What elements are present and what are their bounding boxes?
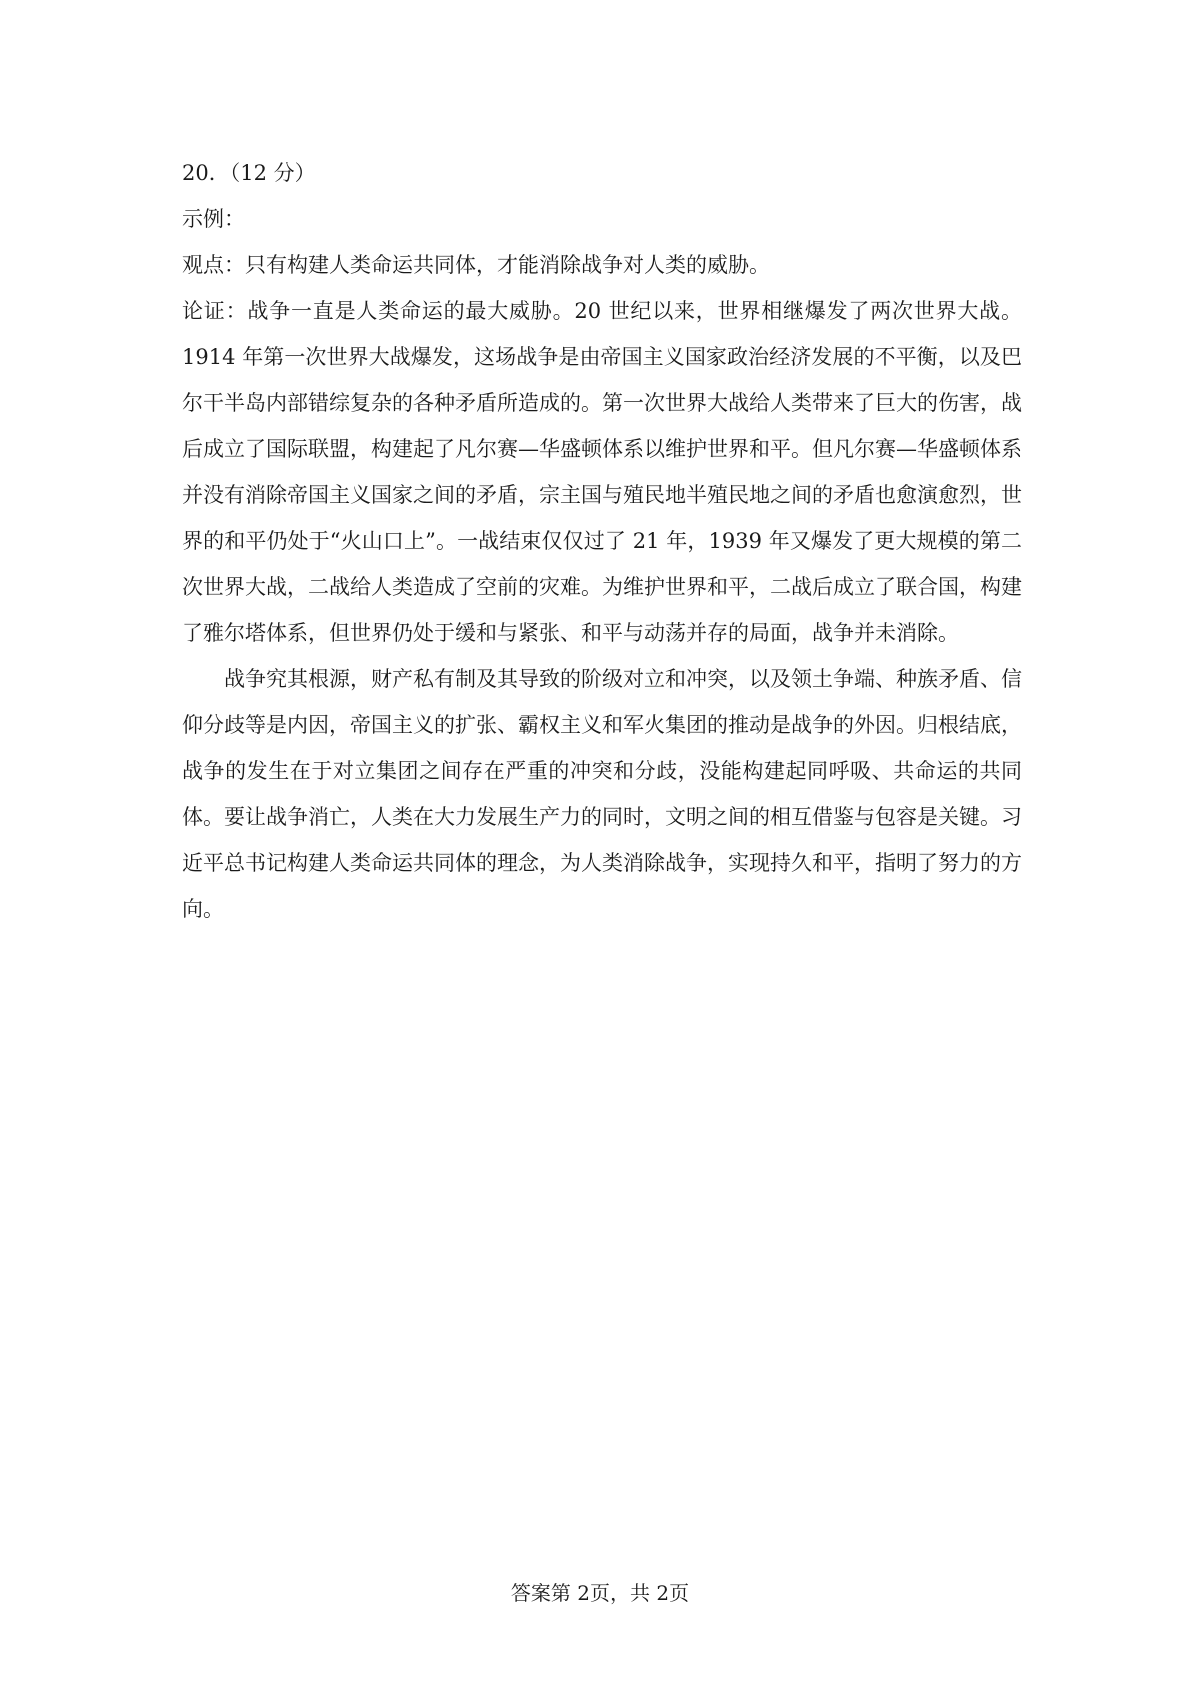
viewpoint-text: 观点：只有构建人类命运共同体，才能消除战争对人类的威胁。 — [182, 253, 770, 277]
argument-paragraph-1: 论证：战争一直是人类命运的最大威胁。20 世纪以来，世界相继爆发了两次世界大战。1914 年第一次世界大战爆发，这场战争是由帝国主义国家政治经济发展的不平衡，以及巴尔干半岛内部错综复杂的各种矛盾所造成的。第一次世界大战给人类带来了巨大的伤害，战后成立了国际联盟，构建起了凡尔赛—华盛顿体系以维护世界和平。但凡尔赛—华盛顿体系并没有消除帝国主义国家之间的矛盾，宗主国与殖民地半殖民地之间的矛盾也愈演愈烈，世界的和平仍处于“火山口上”。一战结束仅仅过了 21 年，1939 年又爆发了更大规模的第二次世界大战，二战给人类造成了空前的灾难。为维护世界和平，二战后成立了联合国，构建了雅尔塔体系，但世界仍处于缓和与紧张、和平与动荡并存的局面，战争并未消除。 — [182, 299, 1022, 645]
question-heading: 20．（12 分） — [182, 161, 316, 185]
argument-paragraph-2: 战争究其根源，财产私有制及其导致的阶级对立和冲突，以及领土争端、种族矛盾、信仰分歧等是内因，帝国主义的扩张、霸权主义和军火集团的推动是战争的外因。归根结底，战争的发生在于对立集团之间存在严重的冲突和分歧，没能构建起同呼吸、共命运的共同体。要让战争消亡，人类在大力发展生产力的同时，文明之间的相互借鉴与包容是关键。习近平总书记构建人类命运共同体的理念，为人类消除战争，实现持久和平，指明了努力的方向。 — [182, 667, 1022, 921]
page-footer: 答案第 2页，共 2页 — [510, 1581, 690, 1605]
example-label: 示例： — [182, 207, 245, 231]
answer-content — [182, 150, 1022, 932]
